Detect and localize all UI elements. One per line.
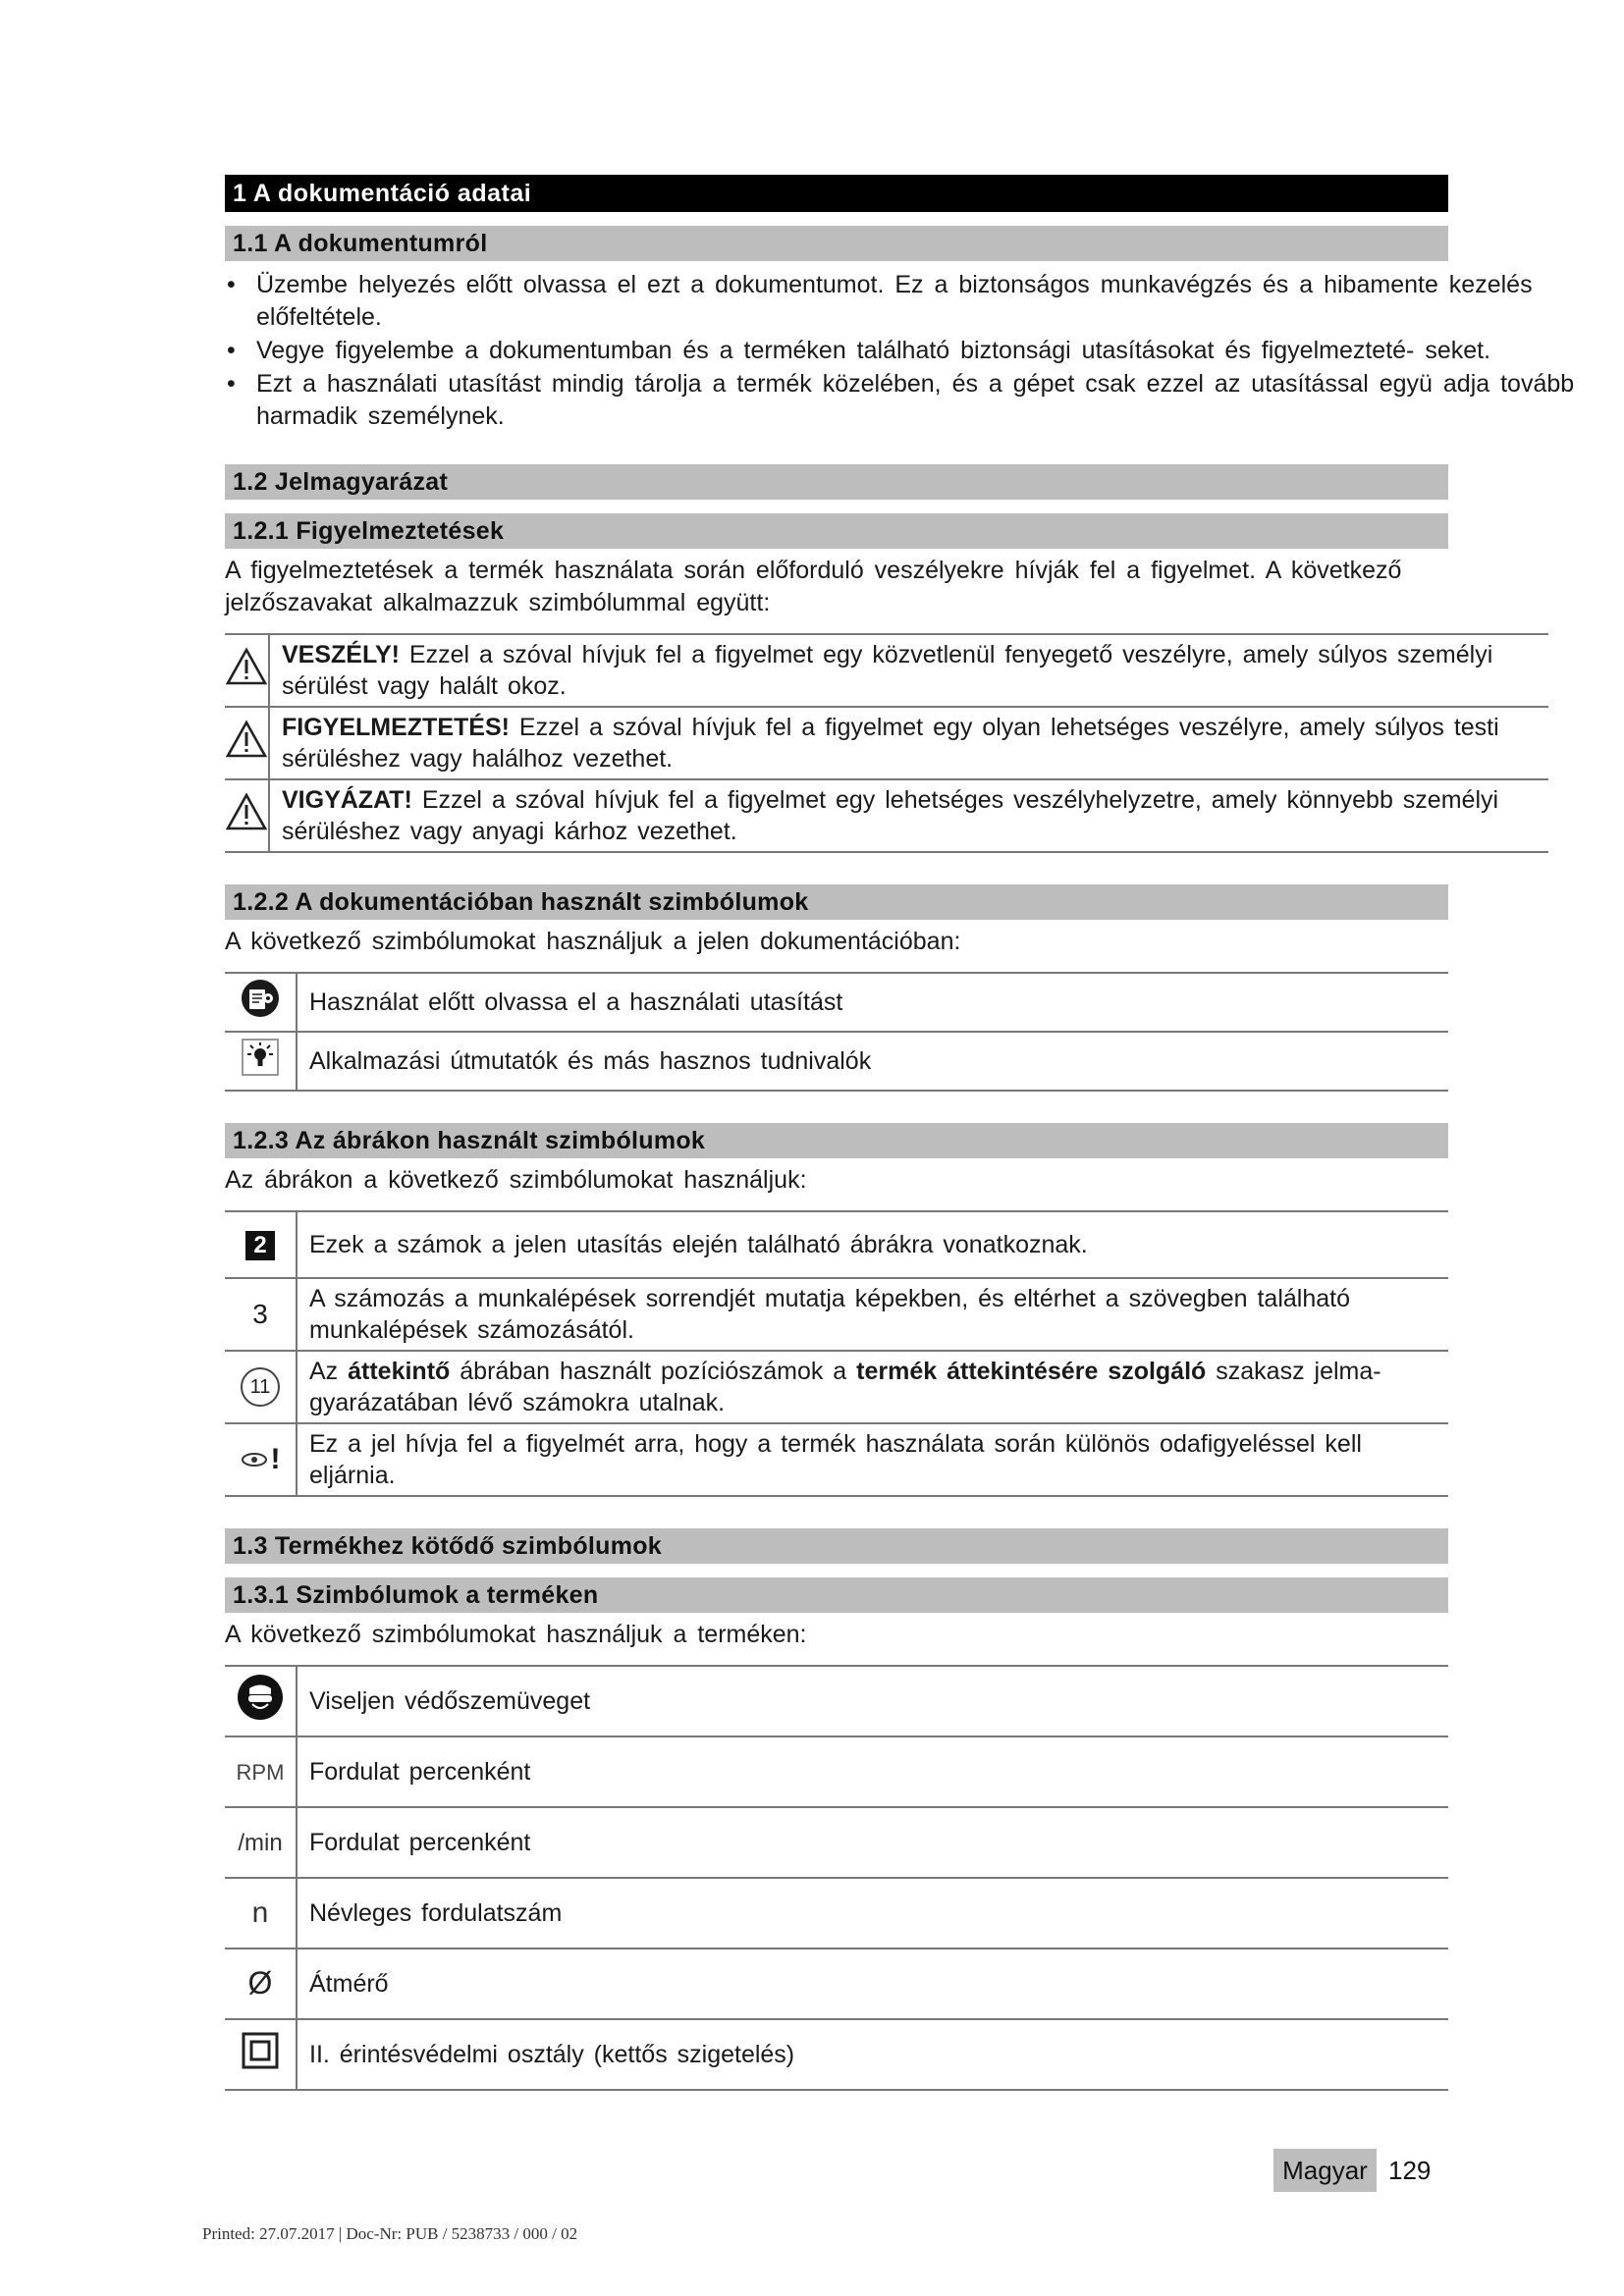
page-number: 129 [1388, 2156, 1432, 2185]
attention-eye-icon: ! [241, 1444, 281, 1475]
list-item: • Ezt a használati utasítást mindig tárolja a termék közelében, és a gépet csak ezzel az utasítással együ adja tovább harmadik személynek. [227, 370, 1575, 430]
section-1-3-1-heading: 1.3.1 Szimbólumok a terméken [225, 1577, 1448, 1613]
product-symbols-intro: A következő szimbólumokat használjuk a terméken: [225, 1621, 807, 1648]
position-number-icon: 11 [241, 1367, 280, 1407]
table-row: Viseljen védőszemüveget [225, 1666, 1448, 1736]
double-insulation-icon [242, 2032, 279, 2069]
table-row: 2 Ezek a számok a jelen utasítás elején található ábrákra vonatkoznak. [225, 1211, 1448, 1278]
section-1-1-bullet-list [225, 269, 1599, 433]
table-row: Használat előtt olvassa el a használati utasítást [225, 973, 1448, 1032]
info-bulb-icon [240, 1037, 281, 1078]
section-1-2-1-heading: 1.2.1 Figyelmeztetések [225, 513, 1448, 549]
safety-goggles-icon [236, 1673, 285, 1722]
table-row: /min Fordulat percenként [225, 1807, 1448, 1878]
diameter-icon: Ø [247, 1964, 273, 2001]
list-item: • Vegye figyelembe a dokumentumban és a terméken található biztonsági utasításokat és figyelmezteté- seket. [227, 337, 1491, 364]
table-row: II. érintésvédelmi osztály (kettős szigetelés) [225, 2019, 1448, 2090]
table-row: 11 Az áttekintő ábrában használt pozíciószámok a termék áttekintésére szolgáló szakasz jelma- gyarázatában lévő számokra utalnak. [225, 1351, 1448, 1423]
table-row: Ø Átmérő [225, 1949, 1448, 2019]
eye-icon [241, 1451, 268, 1468]
section-1-2-3-heading: 1.2.3 Az ábrákon használt szimbólumok [225, 1123, 1448, 1158]
table-row: RPM Fordulat percenként [225, 1736, 1448, 1807]
table-row: Alkalmazási útmutatók és más hasznos tudnivalók [225, 1032, 1448, 1091]
product-symbols-table [225, 1665, 1448, 2091]
language-badge: Magyar [1273, 2149, 1377, 2192]
step-number-icon: 3 [252, 1298, 268, 1329]
rated-speed-icon: n [251, 1896, 269, 1929]
page-content [225, 175, 1575, 2091]
rpm-icon: RPM [236, 1759, 285, 1785]
warning-triangle-icon [225, 792, 268, 831]
table-row: n Névleges fordulatszám [225, 1878, 1448, 1949]
figure-number-icon: 2 [245, 1231, 275, 1260]
section-1-heading: 1 A dokumentáció adatai [225, 175, 1448, 212]
warnings-intro: A figyelmeztetések a termék használata során előforduló veszélyekre hívják fel a figyelmet. A következő jelzőszavakat alkalmazzuk szimbólummal együtt: [225, 557, 1402, 616]
doc-symbols-intro: A következő szimbólumokat használjuk a jelen dokumentációban: [225, 928, 961, 955]
section-1-2-2-heading: 1.2.2 A dokumentációban használt szimbólumok [225, 884, 1448, 920]
list-item: • Üzembe helyezés előtt olvassa el ezt a dokumentumot. Ez a biztonságos munkavégzés és a hibamente kezelés előfeltétele. [227, 271, 1533, 331]
section-1-1-heading: 1.1 A dokumentumról [225, 226, 1448, 261]
warnings-table [225, 633, 1548, 853]
figure-symbols-intro: Az ábrákon a következő szimbólumokat használjuk: [225, 1166, 807, 1194]
table-row: VIGYÁZAT! Ezzel a szóval hívjuk fel a figyelmet egy lehetséges veszélyhelyzetre, amely könnyebb személyi sérüléshez vagy anyagi kárhoz vezethet. [225, 779, 1548, 852]
section-1-2-heading: 1.2 Jelmagyarázat [225, 464, 1448, 500]
figure-symbols-table [225, 1210, 1448, 1497]
section-1-3-heading: 1.3 Termékhez kötődő szimbólumok [225, 1528, 1448, 1564]
warning-triangle-icon [225, 647, 268, 686]
warning-triangle-icon [225, 720, 268, 759]
table-row: ! Ez a jel hívja fel a figyelmét arra, hogy a termék használata során különös odafigyeléssel kell eljárnia. [225, 1423, 1448, 1496]
table-row: FIGYELMEZTETÉS! Ezzel a szóval hívjuk fel a figyelmet egy olyan lehetséges veszélyre, amely súlyos testi sérüléshez vagy halálhoz vezethet. [225, 707, 1548, 779]
doc-symbols-table [225, 972, 1448, 1092]
table-row: 3 A számozás a munkalépések sorrendjét mutatja képekben, és eltérhet a szövegben található munkalépések számozásától. [225, 1278, 1448, 1351]
per-minute-icon: /min [238, 1829, 283, 1856]
table-row: VESZÉLY! Ezzel a szóval hívjuk fel a figyelmet egy közvetlenül fenyegető veszélyre, amely súlyos személyi sérülést vagy halált okoz. [225, 634, 1548, 707]
read-manual-icon [240, 978, 281, 1019]
print-info: Printed: 27.07.2017 | Doc-Nr: PUB / 5238733 / 000 / 02 [202, 2224, 578, 2243]
